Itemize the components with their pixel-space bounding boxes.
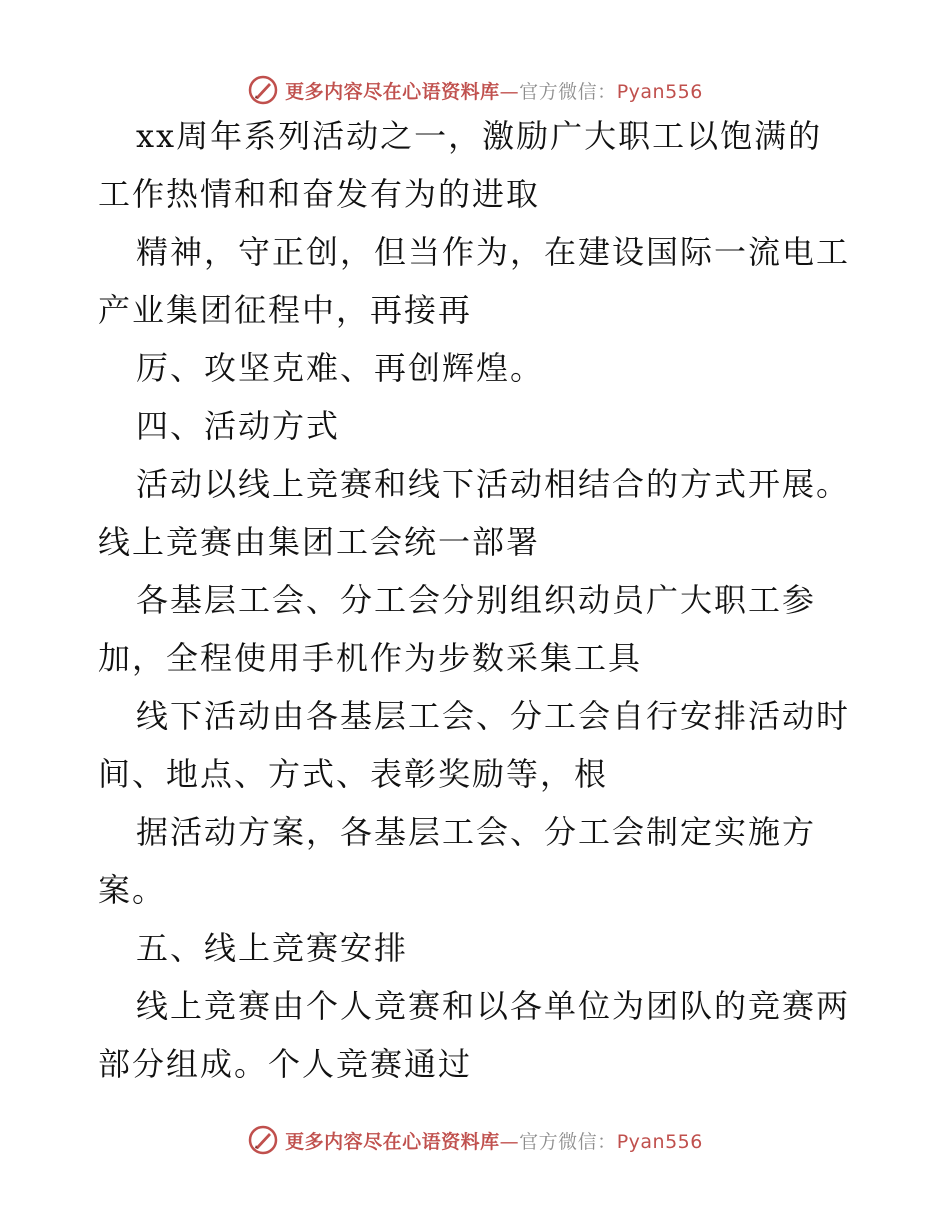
- text-line: 活动以线上竞赛和线下活动相结合的方式开展。: [136, 465, 851, 503]
- banner-wechat-id: Pyan556: [616, 80, 703, 103]
- text-line: 部分组成。个人竞赛通过: [98, 1045, 473, 1083]
- text-line: 线上竞赛由集团工会统一部署: [98, 523, 541, 561]
- quill-logo-icon: [247, 1124, 279, 1156]
- text-line: 精神，守正创，但当作为，在建设国际一流电工: [136, 233, 851, 271]
- text-line: xx周年系列活动之一，激励广大职工以饱满的: [136, 117, 823, 155]
- banner-brand: 更多内容尽在心语资料库: [285, 1130, 500, 1153]
- banner-dash: —: [499, 80, 520, 103]
- text-line: 据活动方案，各基层工会、分工会制定实施方: [136, 813, 817, 851]
- footer-banner: [0, 1120, 950, 1160]
- text-line: 各基层工会、分工会分别组织动员广大职工参: [136, 581, 817, 619]
- text-line: 线上竞赛由个人竞赛和以各单位为团队的竞赛两: [136, 987, 851, 1025]
- header-banner: [0, 70, 950, 110]
- text-line: 工作热情和和奋发有为的进取: [98, 175, 541, 213]
- text-line: 案。: [98, 871, 167, 909]
- section-heading: 四、活动方式: [136, 407, 341, 445]
- banner-label: 官方微信：: [519, 80, 617, 103]
- banner-wechat-id: Pyan556: [616, 1130, 703, 1153]
- text-line: 间、地点、方式、表彰奖励等，根: [98, 755, 609, 793]
- text-line: 厉、攻坚克难、再创辉煌。: [136, 349, 545, 387]
- banner-dash: —: [499, 1130, 520, 1153]
- text-line: 加，全程使用手机作为步数采集工具: [98, 639, 643, 677]
- document-body: [98, 118, 858, 1082]
- text-line: 线下活动由各基层工会、分工会自行安排活动时: [136, 697, 851, 735]
- text-line: 产业集团征程中，再接再: [98, 291, 473, 329]
- section-heading: 五、线上竞赛安排: [136, 929, 409, 967]
- banner-label: 官方微信：: [519, 1130, 617, 1153]
- banner-brand: 更多内容尽在心语资料库: [285, 80, 500, 103]
- quill-logo-icon: [247, 74, 279, 106]
